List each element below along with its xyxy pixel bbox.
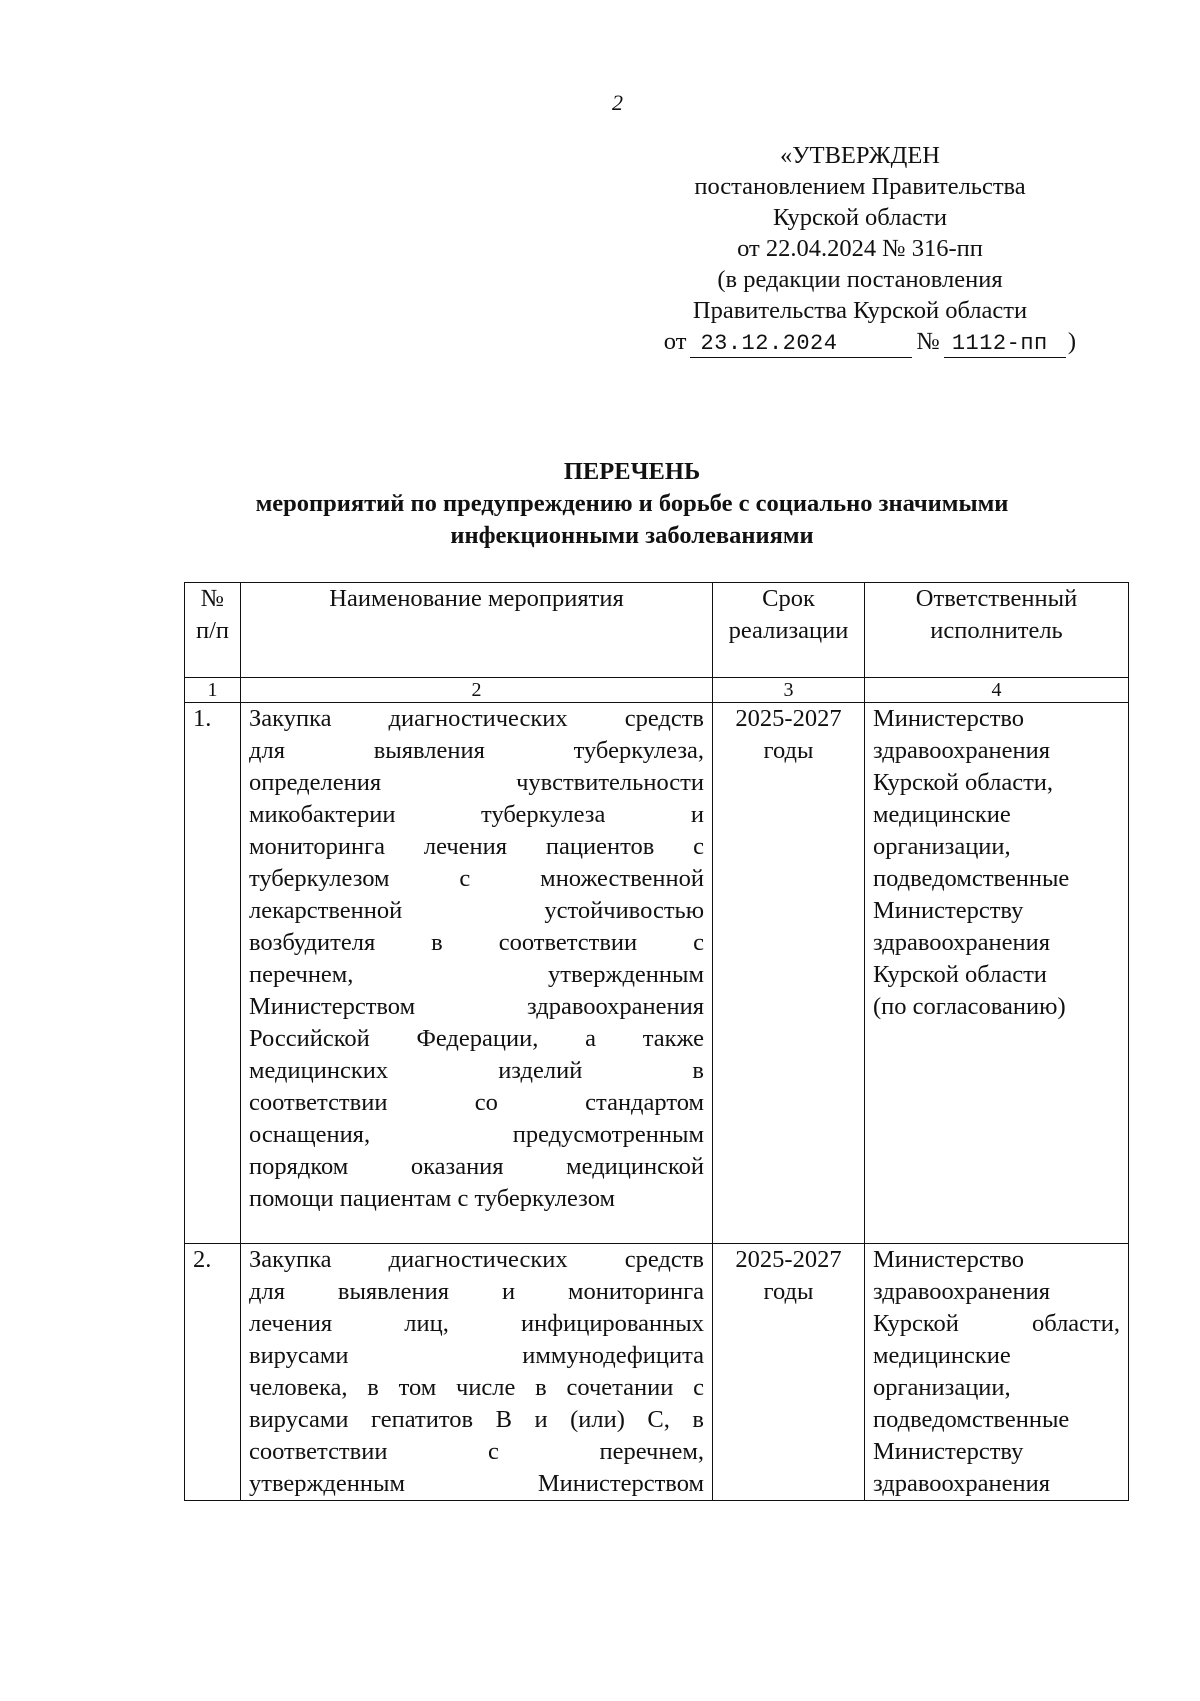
executor-line: здравоохранения	[873, 1278, 1050, 1305]
row-term	[713, 703, 865, 1244]
amendment-closing-paren: )	[1067, 328, 1076, 355]
measure-name-line: для выявления туберкулеза,	[249, 737, 704, 764]
row-measure-name	[241, 703, 713, 1244]
amendment-number-value: 1112-пп	[951, 331, 1048, 356]
executor-line: организации,	[873, 833, 1011, 860]
executor-line: Курской области,	[873, 1310, 1120, 1337]
column-number-2: 2	[241, 678, 713, 703]
measure-name-line: медицинских изделий в	[249, 1057, 704, 1084]
measure-name-line: соответствии с перечнем,	[249, 1438, 704, 1465]
executor-line: медицинские	[873, 801, 1011, 828]
measures-table	[184, 582, 1129, 1501]
header-term-line-2: реализации	[728, 617, 849, 644]
amendment-date-value: 23.12.2024	[700, 331, 838, 356]
row-measure-name	[241, 1244, 713, 1501]
title-subtitle-line-2: инфекционными заболеваниями	[450, 522, 814, 549]
executor-line: Министерство	[873, 1246, 1025, 1273]
measure-name-line: для выявления и мониторинга	[249, 1278, 704, 1305]
row-term	[713, 1244, 865, 1501]
measure-name-line: лечения лиц, инфицированных	[249, 1310, 704, 1337]
executor-line: Министерство	[873, 705, 1025, 732]
approval-resolution-line: постановлением Правительства	[694, 173, 1026, 200]
row-number: 1.	[185, 703, 241, 1244]
amendment-from-label: от	[663, 328, 687, 355]
approval-government-line: Правительства Курской области	[692, 297, 1028, 324]
executor-line: медицинские	[873, 1342, 1011, 1369]
header-number	[185, 583, 241, 678]
measure-name-line: возбудителя в соответствии с	[249, 929, 704, 956]
term-unit: годы	[763, 737, 814, 764]
column-number-1: 1	[185, 678, 241, 703]
term-years: 2025-2027	[735, 705, 842, 732]
executor-line: Курской области	[873, 961, 1047, 988]
measure-name-line: утвержденным Министерством	[249, 1470, 704, 1497]
header-name-text: Наименование мероприятия	[329, 585, 624, 612]
measure-name-line: перечнем, утвержденным	[249, 961, 704, 988]
measure-name-line: Закупка диагностических средств	[249, 1246, 704, 1273]
measure-name-line: микобактерии туберкулеза и	[249, 801, 704, 828]
measure-name-line: соответствии со стандартом	[249, 1089, 704, 1116]
approval-original-date-line: от 22.04.2024 № 316-пп	[737, 235, 983, 262]
measure-name-line: Министерством здравоохранения	[249, 993, 704, 1020]
amendment-date-field	[690, 329, 912, 358]
measure-name-line: определения чувствительности	[249, 769, 704, 796]
executor-line: здравоохранения	[873, 929, 1050, 956]
column-number-4: 4	[865, 678, 1129, 703]
measure-name-line: вирусами иммунодефицита	[249, 1342, 704, 1369]
measure-name-line: Российской Федерации, а также	[249, 1025, 704, 1052]
measure-name-line: оснащения, предусмотренным	[249, 1121, 704, 1148]
title-main: ПЕРЕЧЕНЬ	[563, 458, 701, 485]
approval-amendment-line	[640, 326, 1080, 358]
row-executor	[865, 1244, 1129, 1501]
executor-line: (по согласованию)	[873, 993, 1066, 1020]
document-title	[100, 456, 1164, 552]
header-executor-line-1: Ответственный	[915, 585, 1078, 612]
approval-heading: «УТВЕРЖДЕН	[780, 142, 940, 169]
term-unit: годы	[763, 1278, 814, 1305]
measure-name-line: порядком оказания медицинской	[249, 1153, 704, 1180]
executor-line: подведомственные	[873, 865, 1070, 892]
amendment-number-label: №	[916, 328, 940, 355]
measure-name-line: туберкулезом с множественной	[249, 865, 704, 892]
table-row	[185, 703, 1129, 1244]
header-name	[241, 583, 713, 678]
measure-name-line: мониторинга лечения пациентов с	[249, 833, 704, 860]
page-number: 2	[612, 90, 623, 115]
measure-name-line: лекарственной устойчивостью	[249, 897, 704, 924]
executor-line: подведомственные	[873, 1406, 1070, 1433]
header-executor-line-2: исполнитель	[930, 617, 1063, 644]
measure-name-line: Закупка диагностических средств	[249, 705, 704, 732]
column-number-3: 3	[713, 678, 865, 703]
header-number-line-2: п/п	[195, 617, 230, 644]
row-number: 2.	[185, 1244, 241, 1501]
header-executor	[865, 583, 1129, 678]
executor-line: здравоохранения	[873, 737, 1050, 764]
executor-line: Курской области,	[873, 769, 1054, 796]
approval-edition-line: (в редакции постановления	[717, 266, 1003, 293]
header-term	[713, 583, 865, 678]
column-number-row	[185, 678, 1129, 703]
amendment-number-field	[944, 329, 1066, 358]
executor-line: Министерству	[873, 1438, 1024, 1465]
measure-name-line: вирусами гепатитов B и (или) C, в	[249, 1406, 704, 1433]
row-executor	[865, 703, 1129, 1244]
executor-line: здравоохранения	[873, 1470, 1050, 1497]
approval-stamp-block	[640, 140, 1080, 358]
header-number-line-1: №	[200, 585, 225, 612]
table-row	[185, 1244, 1129, 1501]
measure-name-line: человека, в том числе в сочетании с	[249, 1374, 704, 1401]
table-header-row	[185, 583, 1129, 678]
title-subtitle-line-1: мероприятий по предупреждению и борьбе с социально значимыми	[255, 490, 1009, 517]
executor-line: организации,	[873, 1374, 1011, 1401]
term-years: 2025-2027	[735, 1246, 842, 1273]
header-term-line-1: Срок	[762, 585, 815, 612]
executor-line: Министерству	[873, 897, 1024, 924]
approval-region-line: Курской области	[773, 204, 947, 231]
measure-name-line: помощи пациентам с туберкулезом	[249, 1185, 615, 1212]
